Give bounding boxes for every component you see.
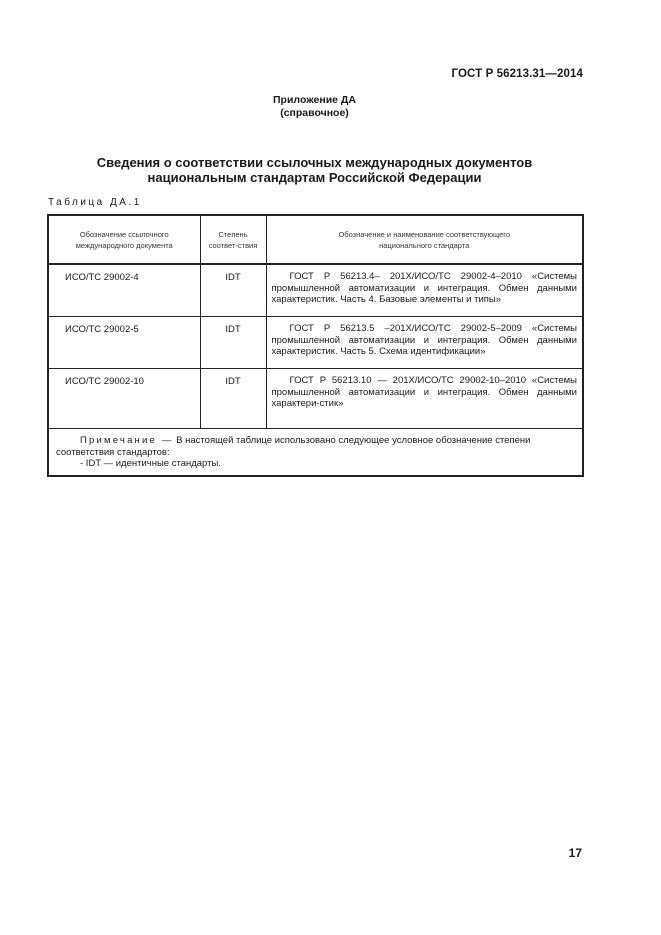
row-code: ИСО/ТС 29002-10 [48,369,200,429]
header-degree-label: Степень соответ-ствия [208,229,258,250]
row-degree: IDT [200,264,266,317]
header-national-standard [266,215,583,264]
row-standard [266,369,583,429]
correspondence-table [47,214,584,477]
table-note-row [48,429,583,476]
note-text: В настоящей таблице использовано следующее условное обозначение степени соответствия стандартов: [56,435,531,458]
page-number: 17 [568,846,582,860]
appendix-subtitle: (справочное) [280,107,349,119]
note-label: Примечание — [80,435,174,446]
note-item: - IDT — идентичные стандарты. [80,458,221,469]
header-national-standard-label: Обозначение и наименование соответствующего национального стандарта [338,229,511,250]
document-code: ГОСТ Р 56213.31—2014 [451,68,583,80]
row-standard-text: ГОСТ Р 56213.10 — 201Х/ИСО/ТС 29002-10–2010 «Системы промышленной автоматизации и интеграция. Обмен данными характери-стик» [271,375,577,409]
section-title-line-1: Сведения о соответствии ссылочных международных документов [96,155,533,170]
appendix-heading [0,94,629,120]
header-international-doc [48,215,200,264]
section-title [0,155,629,185]
table-caption: Таблица ДА.1 [48,197,142,208]
row-code: ИСО/ТС 29002-4 [48,264,200,317]
row-degree: IDT [200,317,266,369]
appendix-title: Приложение ДА [273,94,356,106]
row-standard [266,264,583,317]
header-international-doc-label: Обозначение ссылочного международного документа [75,229,173,250]
row-standard-text: ГОСТ Р 56213.5 –201Х/ИСО/ТС 29002-5–2009 «Системы промышленной автоматизации и интеграция. Обмен данными характеристик. Часть 5. Схема идентификации» [271,323,577,357]
row-degree: IDT [200,369,266,429]
table-row [48,317,583,369]
row-code: ИСО/ТС 29002-5 [48,317,200,369]
table-header-row [48,215,583,264]
table-row [48,264,583,317]
section-title-line-2: национальным стандартам Российской Федерации [147,170,482,185]
row-standard-text: ГОСТ Р 56213.4– 201Х/ИСО/ТС 29002-4–2010 «Системы промышленной автоматизации и интеграция. Обмен данными характеристик. Часть 4. Базовые элементы и типы» [271,271,577,305]
table-note [48,429,583,476]
row-standard [266,317,583,369]
header-degree [200,215,266,264]
table-row [48,369,583,429]
